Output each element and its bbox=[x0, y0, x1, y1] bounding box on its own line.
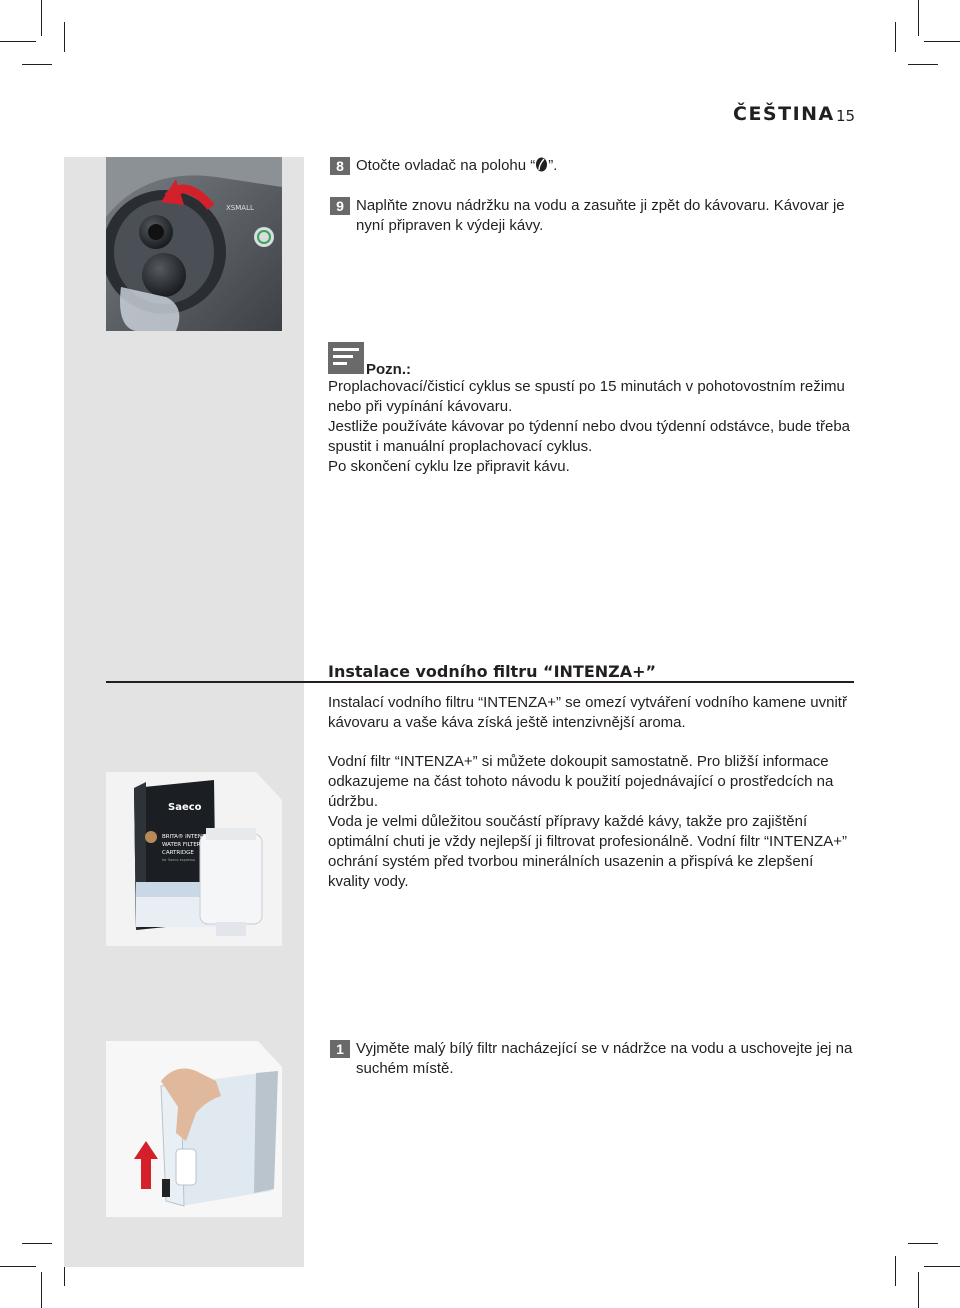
crop-mark bbox=[924, 1266, 960, 1267]
step-number-badge: 1 bbox=[330, 1040, 350, 1058]
step-text-part: Otočte ovladač na polohu “ bbox=[356, 157, 536, 174]
note-line: Jestliže používáte kávovar po týdenní nebo dvou týdenní odstávce, bude třeba spustit i manuální proplachovací cyklus. bbox=[328, 418, 851, 455]
photo-corner bbox=[282, 772, 304, 794]
water-filter-photo bbox=[106, 772, 282, 946]
crop-mark bbox=[22, 1243, 52, 1244]
filter-box-text: for Saeco espresso bbox=[162, 858, 196, 862]
crop-mark bbox=[918, 1272, 919, 1308]
filter-brand-label: Saeco bbox=[168, 802, 202, 813]
note-line: Po skončení cyklu lze připravit kávu. bbox=[328, 458, 570, 475]
crop-mark bbox=[41, 1272, 42, 1308]
note-line: Proplachovací/čisticí cyklus se spustí po 15 minutách v pohotovostním režimu nebo při vypínání kávovaru. bbox=[328, 378, 845, 415]
crop-mark bbox=[22, 64, 52, 65]
section-paragraph: Voda je velmi důležitou součástí přípravy každé kávy, takže pro zajištění optimální chuti je vždy nejlepší ji filtrovat profesionálně. Vodní filtr “INTENZA+” ochrání systém před tvorbou minerálních usazenin a přispívá ke zlepšení kvality vody. bbox=[328, 813, 847, 890]
crop-mark bbox=[0, 1266, 36, 1267]
water-tank-illustration bbox=[106, 1041, 282, 1217]
coffee-machine-photo bbox=[106, 157, 282, 331]
note-icon bbox=[328, 342, 364, 374]
filter-box-text: CARTRIDGE bbox=[162, 850, 194, 856]
section-paragraph: Vodní filtr “INTENZA+” si můžete dokoupit samostatně. Pro bližší informace odkazujeme na část tohoto návodu k použití pojednávající o prostředcích na údržbu. bbox=[328, 753, 834, 810]
photo-corner bbox=[282, 1041, 304, 1063]
crop-mark bbox=[908, 64, 938, 65]
step-8 bbox=[330, 156, 855, 176]
machine-brand-label: XSMALL bbox=[226, 204, 254, 212]
step-number-badge: 8 bbox=[330, 157, 350, 175]
crop-mark bbox=[0, 41, 36, 42]
filter-box-text: BRITA® INTENZ bbox=[162, 834, 206, 840]
section-divider bbox=[106, 681, 854, 683]
crop-mark bbox=[895, 1256, 896, 1286]
page-number: 15 bbox=[836, 107, 856, 125]
section-paragraph: Instalací vodního filtru “INTENZA+” se omezí vytváření vodního kamene uvnitř kávovaru a vaše káva získá ještě intenzivnější aroma. bbox=[328, 694, 847, 731]
crop-mark bbox=[64, 22, 65, 52]
filter-box-text: WATER FILTER bbox=[162, 842, 201, 848]
crop-mark bbox=[918, 0, 919, 36]
note-title: Pozn.: bbox=[366, 361, 411, 378]
language-header: ČEŠTINA bbox=[733, 103, 835, 125]
step-text bbox=[356, 156, 855, 176]
coffee-bean-icon bbox=[535, 157, 548, 172]
step-text: Naplňte znovu nádržku na vodu a zasuňte ji zpět do kávovaru. Kávovar je nyní připraven k výdeji kávy. bbox=[356, 197, 845, 234]
crop-mark bbox=[41, 0, 42, 36]
crop-mark bbox=[924, 41, 960, 42]
section-title: Instalace vodního filtru “INTENZA+” bbox=[328, 662, 657, 681]
note-body bbox=[328, 377, 853, 477]
step-9 bbox=[330, 196, 855, 236]
step-text-part: ”. bbox=[548, 157, 558, 174]
filter-box-illustration bbox=[106, 772, 282, 946]
crop-mark bbox=[895, 22, 896, 52]
step-number-badge: 9 bbox=[330, 197, 350, 215]
crop-mark bbox=[908, 1243, 938, 1244]
step-1 bbox=[330, 1039, 855, 1079]
coffee-machine-illustration bbox=[106, 157, 282, 331]
step-text: Vyjměte malý bílý filtr nacházející se v nádržce na vodu a uschovejte jej na suchém místě. bbox=[356, 1040, 853, 1077]
water-tank-photo bbox=[106, 1041, 282, 1217]
